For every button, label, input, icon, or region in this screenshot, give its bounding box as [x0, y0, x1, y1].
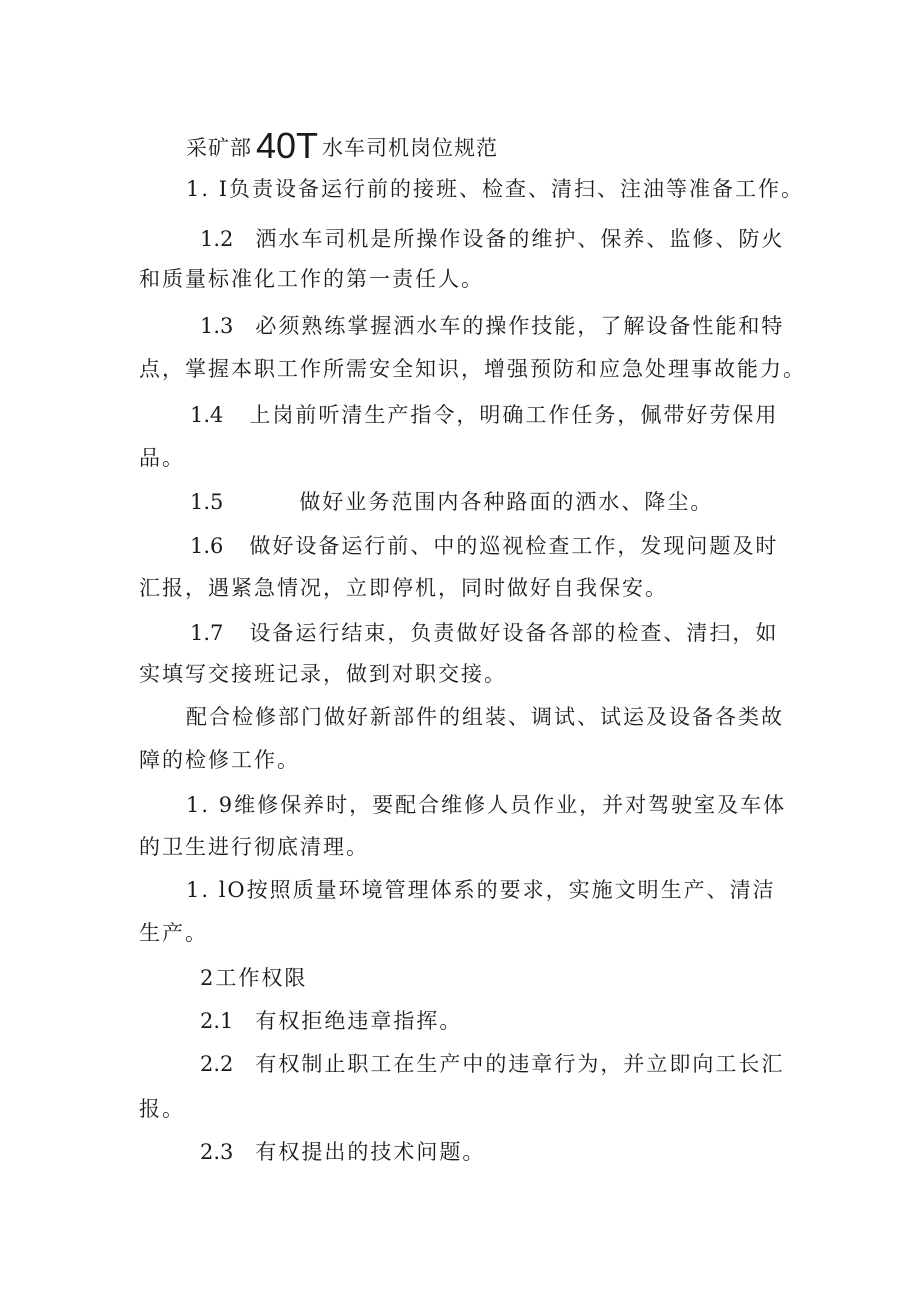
title-suffix: 水车司机岗位规范 — [322, 136, 499, 160]
paragraph-number: 1.4 — [190, 403, 224, 427]
paragraph-1-6-line-2: 汇报，遇紧急情况，立即停机，同时做好自我保安。 — [139, 576, 668, 600]
paragraph-1-3-line-1: 1.3 必须熟练掌握洒水车的操作技能，了解设备性能和特 — [200, 311, 784, 341]
paragraph-number: 2.3 — [200, 1140, 234, 1164]
title-prefix: 采矿部 — [186, 136, 252, 160]
paragraph-number: 1.3 — [200, 314, 234, 338]
paragraph-2-1: 2.1 有权拒绝违章指挥。 — [200, 1006, 462, 1036]
paragraph-number: 2.1 — [200, 1009, 234, 1033]
paragraph-1-4-line-2: 品。 — [139, 446, 185, 470]
paragraph-1-10-line-2: 生产。 — [139, 921, 208, 945]
paragraph-1-6-line-1: 1.6 做好设备运行前、中的巡视检查工作，发现问题及时 — [190, 531, 778, 561]
paragraph-2-2-line-2: 报。 — [139, 1097, 185, 1121]
paragraph-1-5: 1.5 做好业务范围内各种路面的洒水、降尘。 — [190, 487, 713, 517]
document-title — [186, 124, 498, 170]
title-capacity: 40T — [256, 125, 319, 166]
paragraph-number: 1.7 — [190, 621, 224, 645]
paragraph-1-7-line-2: 实填写交接班记录，做到对职交接。 — [139, 662, 507, 686]
paragraph-number: 1.2 — [200, 227, 234, 251]
paragraph-1-7-line-1: 1.7 设备运行结束，负责做好设备各部的检查、清扫，如 — [190, 618, 778, 648]
paragraph-1-9-line-2: 的卫生进行彻底清理。 — [139, 835, 369, 859]
section-2-heading: 2工作权限 — [200, 966, 308, 990]
paragraph-number: 1.5 — [190, 490, 224, 514]
paragraph-1-1: 1. I负责设备运行前的接班、检查、清扫、注油等准备工作。 — [186, 177, 805, 201]
paragraph-1-8-line-2: 障的检修工作。 — [139, 748, 300, 772]
paragraph-number: 2.2 — [200, 1052, 234, 1076]
paragraph-1-2-line-2: 和质量标准化工作的第一责任人。 — [139, 267, 484, 291]
paragraph-1-4-line-1: 1.4 上岗前听清生产指令，明确工作任务，佩带好劳保用 — [190, 400, 778, 430]
paragraph-1-3-line-2: 点，掌握本职工作所需安全知识，增强预防和应急处理事故能力。 — [139, 357, 806, 381]
paragraph-number: 1.6 — [190, 534, 224, 558]
paragraph-1-2-line-1: 1.2 洒水车司机是所操作设备的维护、保养、监修、防火 — [200, 224, 784, 254]
paragraph-1-10-line-1: 1. lO按照质量环境管理体系的要求，实施文明生产、清洁 — [186, 878, 776, 902]
paragraph-1-9-line-1: 1. 9维修保养时，要配合维修人员作业，并对驾驶室及车体 — [186, 793, 787, 817]
paragraph-2-3: 2.3 有权提出的技术问题。 — [200, 1137, 485, 1167]
paragraph-2-2-line-1: 2.2 有权制止职工在生产中的违章行为，并立即向工长汇 — [200, 1049, 784, 1079]
paragraph-1-8-line-1: 配合检修部门做好新部件的组装、调试、试运及设备各类故 — [186, 705, 784, 729]
